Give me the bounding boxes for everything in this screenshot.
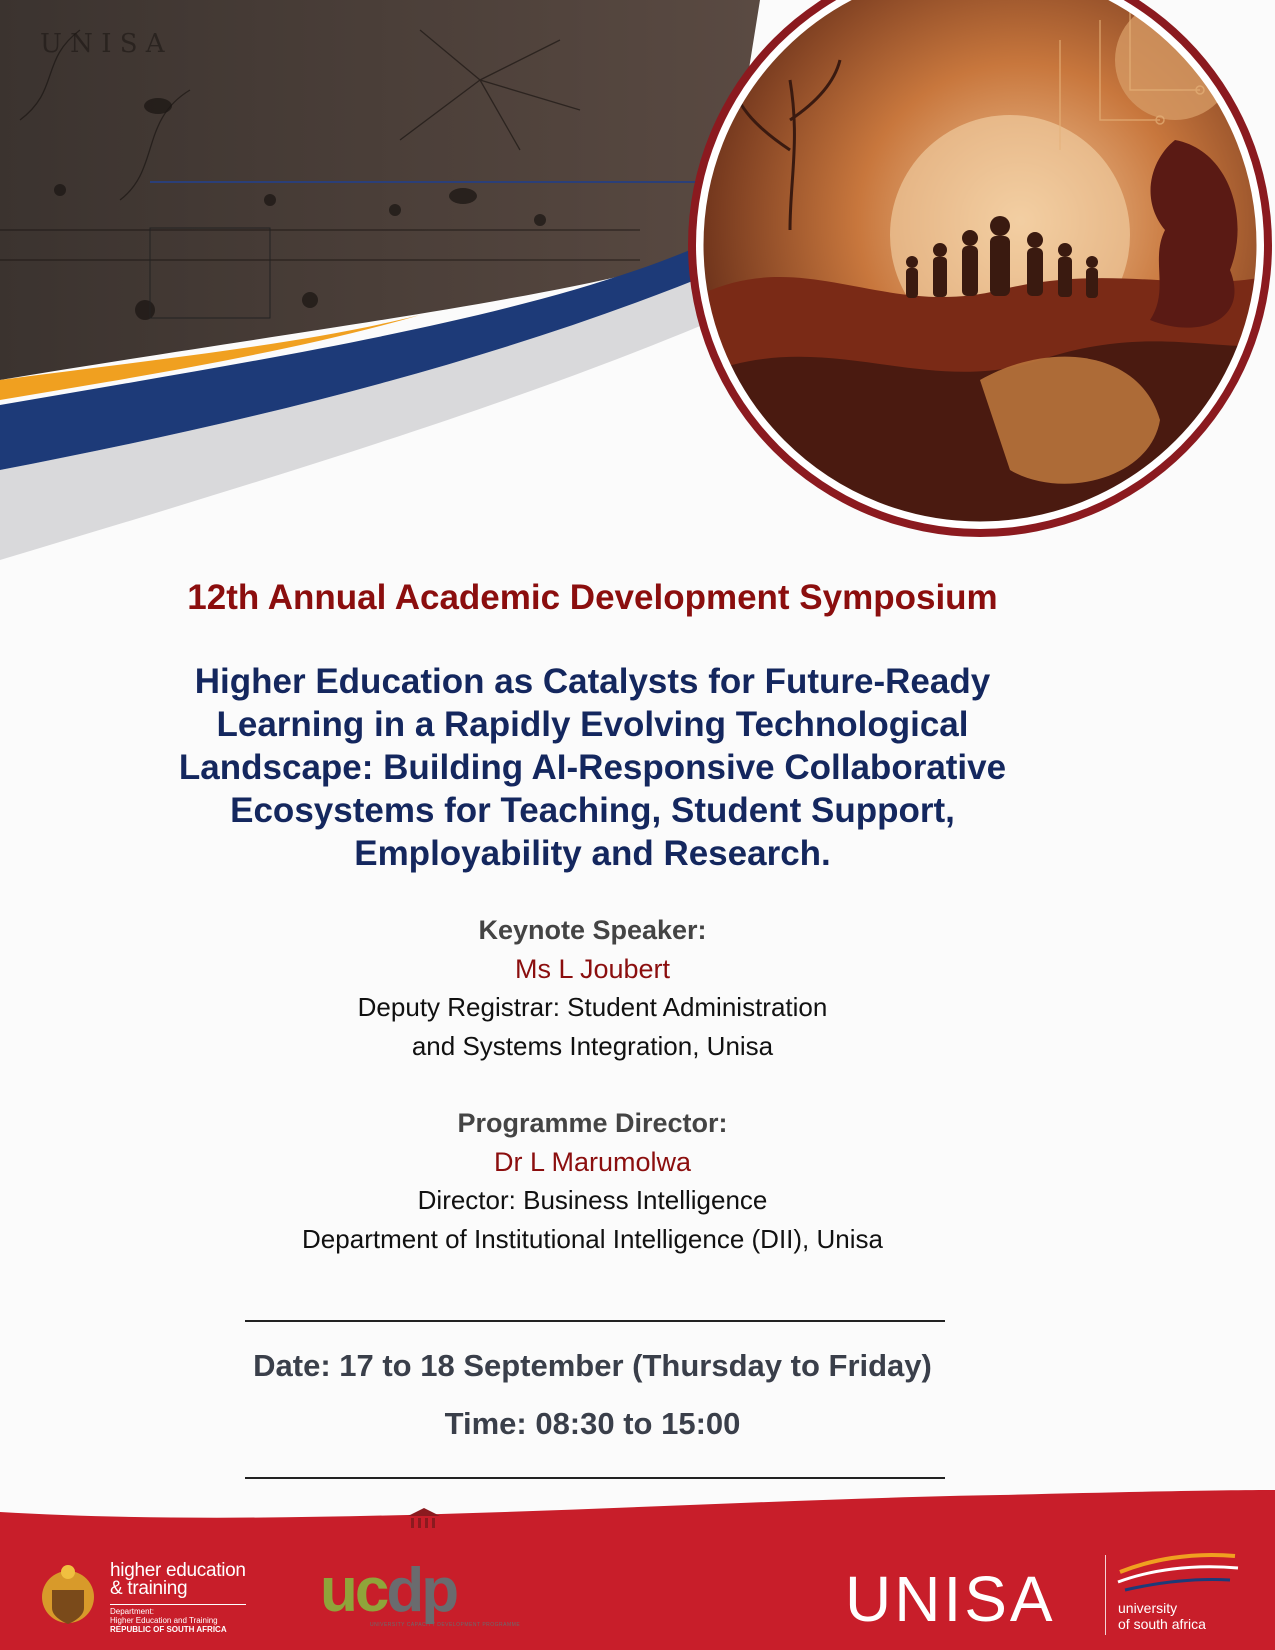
keynote-name: Ms L Joubert xyxy=(514,953,671,984)
dhet-name-line: & training xyxy=(110,1578,188,1599)
ucdp-wordmark-part: uc xyxy=(320,1556,387,1625)
keynote-title: Deputy Registrar: Student Administration xyxy=(357,992,828,1022)
theme-line: Learning in a Rapidly Evolving Technological xyxy=(216,705,969,744)
divider-line xyxy=(245,1477,945,1479)
unisa-subtitle-line: university xyxy=(1118,1600,1178,1616)
event-date: Date: 17 to 18 September (Thursday to Friday) xyxy=(253,1348,932,1383)
unisa-wordmark: UNISA xyxy=(845,1563,1056,1635)
keynote-title: and Systems Integration, Unisa xyxy=(411,1030,774,1061)
director-name: Dr L Marumolwa xyxy=(493,1146,692,1177)
banner-watermark-text: U N I S A xyxy=(40,29,165,59)
ucdp-logo xyxy=(320,1555,456,1626)
unisa-subtitle-line: of south africa xyxy=(1118,1616,1206,1632)
symposium-theme xyxy=(0,660,1185,875)
theme-line: Landscape: Building AI-Responsive Collaborative xyxy=(178,748,1007,787)
theme-line: Higher Education as Catalysts for Future-Ready xyxy=(194,662,991,701)
unisa-subtitle xyxy=(1118,1600,1206,1632)
director-title: Director: Business Intelligence xyxy=(417,1185,768,1215)
keynote-speaker-block xyxy=(0,911,1185,1065)
unisa-divider xyxy=(1105,1555,1106,1635)
director-title: Department of Institutional Intelligence (DII), Unisa xyxy=(302,1223,883,1254)
theme-line: Employability and Research. xyxy=(354,834,831,873)
divider-line xyxy=(245,1320,945,1322)
event-time: Time: 08:30 to 15:00 xyxy=(444,1406,741,1441)
theme-line: Ecosystems for Teaching, Student Support, xyxy=(230,791,955,830)
dhet-dept-name: Higher Education and Training xyxy=(110,1616,218,1625)
keynote-label: Keynote Speaker: xyxy=(478,915,707,945)
dhet-logo xyxy=(110,1562,246,1634)
ucdp-wordmark-part: dp xyxy=(386,1556,457,1625)
ucdp-subtitle: UNIVERSITY CAPACITY DEVELOPMENT PROGRAMME xyxy=(370,1622,521,1628)
programme-director-block xyxy=(0,1104,1185,1258)
director-label: Programme Director: xyxy=(457,1108,728,1138)
dhet-name-line: higher education xyxy=(110,1560,246,1581)
dhet-country: REPUBLIC OF SOUTH AFRICA xyxy=(110,1625,227,1634)
dhet-dept-label: Department: xyxy=(110,1607,155,1616)
header-banner xyxy=(0,0,1275,560)
symposium-title: 12th Annual Academic Development Symposium xyxy=(187,578,998,617)
